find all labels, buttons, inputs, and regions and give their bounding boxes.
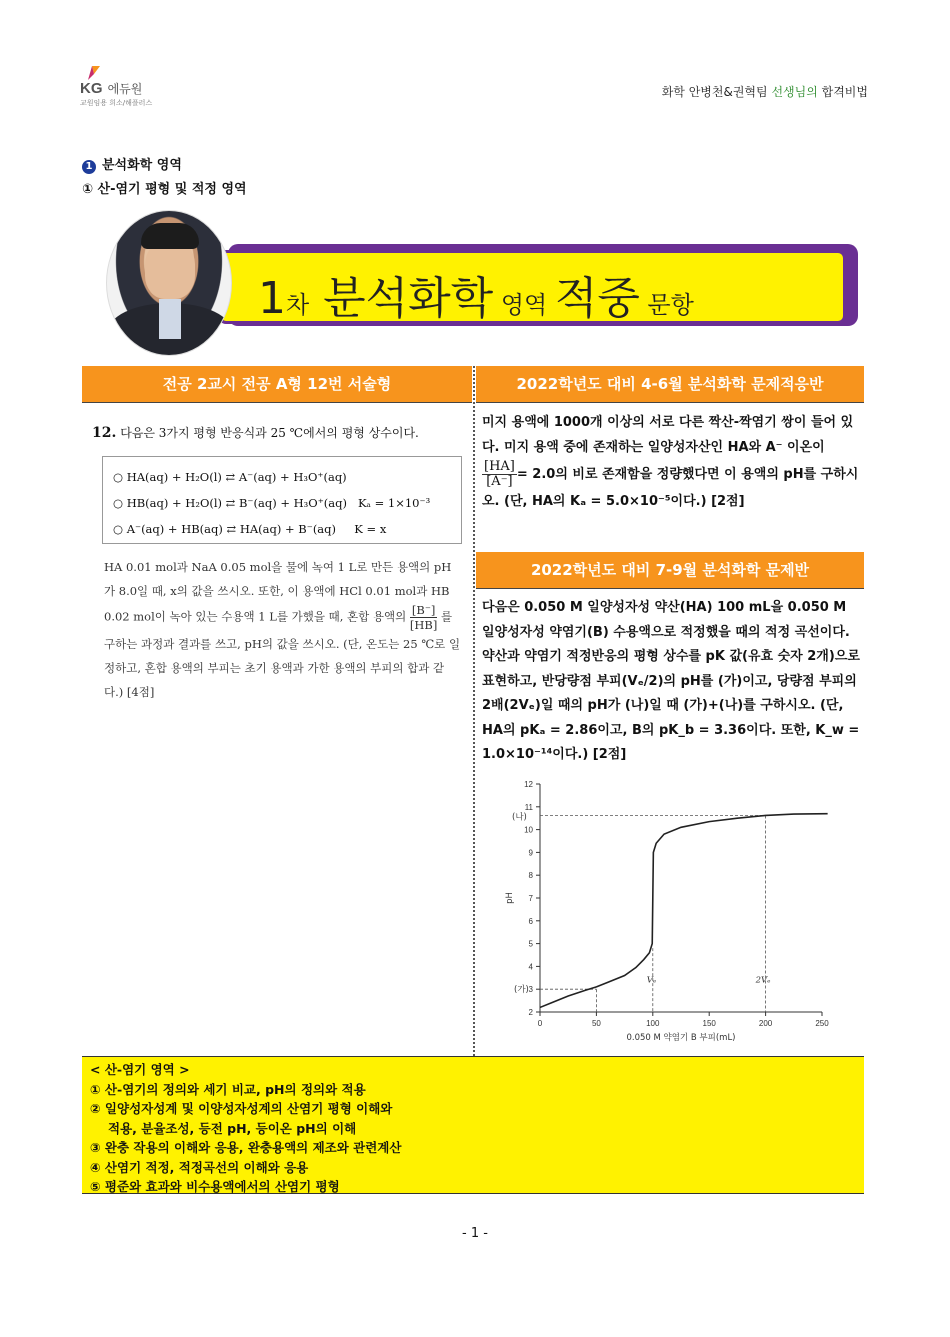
banner-part-4: 영역 (493, 291, 555, 319)
header-caption-accent: 선생님의 (771, 85, 818, 99)
header-caption (662, 83, 868, 100)
subsection-heading: ① 산-염기 평형 및 적정 영역 (82, 182, 247, 197)
x-tick-label: 150 (702, 1019, 716, 1028)
right-q1-part-2: = 2.0의 비로 존재함을 정량했다면 이 용액의 pH를 구하시오. (단, HA의 Kₐ = 5.0×10⁻⁵이다.) [2점] (482, 467, 859, 509)
left-column-header: 전공 2교시 전공 A형 12번 서술형 (82, 366, 472, 402)
left-header-rule (82, 402, 472, 403)
kg-eduone-logo (80, 64, 160, 108)
question-number: 12. (92, 425, 117, 441)
fraction-denominator: [HB] (409, 618, 438, 632)
logo-name-text: 에듀원 (107, 82, 143, 96)
question-12-intro (92, 424, 419, 441)
topic-item-2: ② 일양성자성계 및 이양성자성계의 산염기 평형 이해와 (90, 1101, 393, 1116)
ve-label: Vₑ (646, 975, 657, 986)
right-q1-part-1: 미지 용액에 1000개 이상의 서로 다른 짝산-짝염기 쌍이 들어 있다. 미지 용액 중에 존재하는 일양성자산인 HA와 A⁻ 이온이 (482, 415, 854, 455)
equation-3-constant: K = x (354, 522, 387, 536)
y-tick-label: 11 (524, 802, 533, 812)
y-tick-label: 10 (524, 825, 533, 835)
photo-hair (141, 223, 199, 249)
right-question-2: 다음은 0.050 M 일양성자성 약산(HA) 100 mL을 0.050 M 일양성자성 약염기(B) 수용액으로 적정했을 때의 적정 곡선이다. 약산과 약염기 적정반응의 평형 상수를 pK 값(유효 숫자 2개)으로 표현하고, 반당량점 부피(Vₑ/2)의 pH를 (가)이고, 당량점 부피의 2배(2Vₑ)일 때의 pH가 (나)일 때 (가)+(나)를 구하시오. (단, HA의 pKₐ = 2.86이고, B의 pK_b = 3.36이다. 또한, K_w = 1.0×10⁻¹⁴이다.) [2점] (482, 600, 860, 762)
x-tick-label: 0 (537, 1019, 543, 1028)
photo-face (145, 241, 195, 299)
banner-part-3: 분석화학 (309, 273, 494, 324)
y-tick-label: 4 (528, 962, 533, 972)
ga-label: (가) (514, 985, 529, 996)
topic-item-2-cont: 적용, 분율조성, 등전 pH, 등이온 pH의 이해 (108, 1120, 357, 1136)
x-tick-label: 250 (815, 1019, 829, 1028)
right-column-header-1: 2022학년도 대비 4-6월 분석화학 문제적응반 (476, 366, 864, 402)
titration-curve (540, 814, 828, 1008)
y-tick-label: 6 (528, 916, 533, 926)
x-axis-label: 0.050 M 약염기 B 부피(mL) (626, 1033, 736, 1043)
right-header-rule (476, 402, 864, 403)
x-tick-label: 200 (758, 1019, 773, 1028)
x-tick-label: 100 (646, 1019, 660, 1028)
banner-part-6: 문항 (639, 291, 694, 319)
y-tick-label: 5 (528, 939, 533, 949)
right-question-1 (482, 410, 860, 514)
question-intro-text: 다음은 3가지 평형 반응식과 25 ℃에서의 평형 상수이다. (120, 426, 419, 440)
na-label: (나) (512, 812, 527, 823)
equation-1: ○ HA(aq) + H₂O(l) ⇄ A⁻(aq) + H₃O⁺(aq) (113, 470, 347, 484)
right-q1-denominator: [A⁻] (486, 474, 513, 489)
right-header-2-rule (476, 588, 864, 589)
right-column-header-2: 2022학년도 대비 7-9월 분석화학 문제반 (476, 552, 864, 588)
y-tick-label: 9 (528, 848, 533, 858)
section-number-badge: 1 (82, 160, 96, 174)
equilibrium-box (102, 456, 462, 544)
topic-item-1: ① 산-염기의 정의와 세기 비교, pH의 정의와 적용 (90, 1081, 366, 1097)
logo-kg-text: KG (80, 80, 103, 97)
y-tick-label: 3 (528, 985, 533, 995)
section-heading-text: 분석화학 영역 (102, 158, 182, 173)
equation-3-text: ○ A⁻(aq) + HB(aq) ⇄ HA(aq) + B⁻(aq) (113, 522, 337, 536)
equation-2-constant: Kₐ = 1×10⁻³ (357, 496, 431, 510)
equation-2 (113, 490, 451, 516)
two-ve-label: 2Vₑ (755, 975, 771, 986)
y-tick-label: 12 (524, 780, 533, 789)
question-body-part-2: 를 구하는 과정과 결과를 쓰고, pH의 값을 쓰시오. (단, 온도는 25 ℃로 일정하고, 혼합 용액의 부피는 초기 용액과 가한 용액의 부피의 합과 같다.) [4점] (104, 609, 461, 699)
photo-shirt (159, 299, 181, 339)
ratio-fraction (410, 603, 438, 632)
titration-chart (500, 776, 840, 1048)
topics-title: < 산-염기 영역 > (90, 1062, 190, 1077)
section-heading-analytical (82, 154, 182, 174)
y-tick-label: 2 (528, 1008, 533, 1017)
equation-2-text: ○ HB(aq) + H₂O(l) ⇄ B⁻(aq) + H₃O⁺(aq) (113, 496, 347, 510)
column-divider (473, 366, 475, 1056)
question-12-body (104, 555, 462, 704)
banner-part-2: 차 (286, 291, 310, 319)
topic-item-5: ⑤ 평준와 효과와 비수용액에서의 산염기 평형 (90, 1179, 340, 1194)
page-number: - 1 - (462, 1226, 488, 1241)
logo-subtitle: 교원임용 희소/해플러스 (80, 99, 153, 107)
header-caption-suffix: 합격비법 (817, 85, 868, 99)
question-body-part-1: HA 0.01 mol과 NaA 0.05 mol을 물에 녹여 1 L로 만든 용액의 pH가 8.0일 때, x의 값을 쓰시오. 또한, 이 용액에 HCl 0.01 mol과 HB 0.02 mol이 녹아 있는 수용액 1 L를 가했을 때, 혼합 용액의 (104, 560, 452, 624)
header-caption-prefix: 화학 안병천&권혁팀 (661, 85, 772, 99)
banner-part-5: 적중 (554, 273, 640, 324)
teacher-photo (106, 210, 232, 356)
right-q1-fraction (482, 460, 517, 489)
x-tick-label: 50 (591, 1019, 601, 1028)
topic-item-3: ③ 완충 작용의 이해와 응용, 완충용액의 제조와 관련계산 (90, 1140, 402, 1155)
right-q1-numerator: [HA] (484, 459, 515, 474)
banner-title (258, 262, 694, 326)
topic-item-4: ④ 산염기 적정, 적정곡선의 이해와 응용 (90, 1159, 309, 1175)
fraction-numerator: [B⁻] (411, 603, 436, 617)
banner-part-1: 1 (258, 273, 286, 324)
y-tick-label: 8 (528, 871, 533, 881)
acid-base-topics-box (82, 1056, 864, 1194)
equation-3 (113, 516, 451, 542)
y-axis-label: pH (505, 892, 515, 904)
titration-chart-svg (500, 776, 840, 1048)
y-tick-label: 7 (528, 894, 533, 903)
